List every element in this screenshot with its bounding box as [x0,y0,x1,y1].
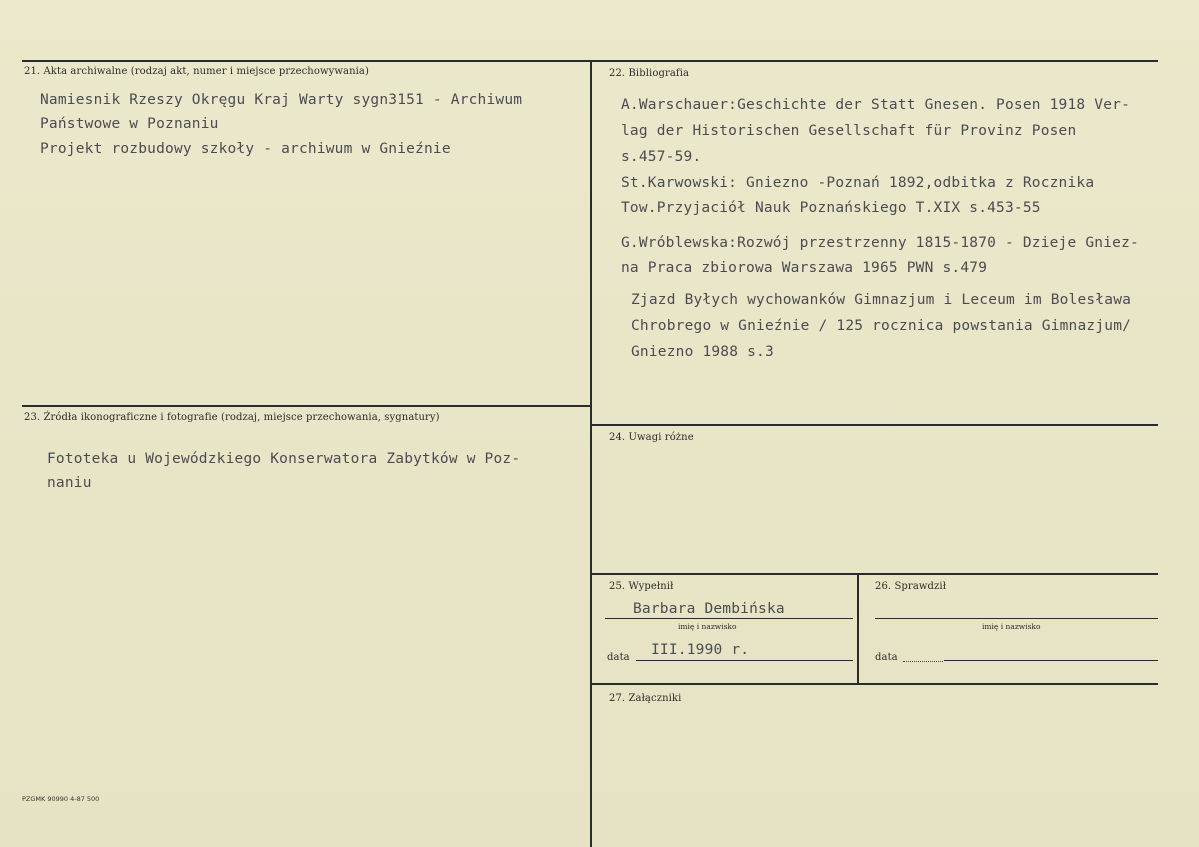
section-22-line-8: Zjazd Byłych wychowanków Gimnazjum i Leceum im Bolesława [631,292,1132,308]
filled-by-date: III.1990 r. [651,642,750,658]
section-22-line-7: na Praca zbiorowa Warszawa 1965 PWN s.479 [621,260,988,276]
section-23-line-2: naniu [47,475,92,491]
print-code: PZGMK 90990 4-87 500 [22,795,100,803]
section-21-line-3: Projekt rozbudowy szkoły - archiwum w Gnieźnie [40,141,451,157]
section-22-line-10: Gniezno 1988 s.3 [631,344,774,360]
section-21-line-2: Państwowe w Poznaniu [40,116,219,132]
checked-by-date-dots [903,661,943,662]
section-22-line-9: Chrobrego w Gnieźnie / 125 rocznica powstania Gimnazjum/ [631,318,1132,334]
section-27-label: 27. Załączniki [609,693,682,704]
filled-by-date-line [636,660,853,661]
checked-by-date-line [944,660,1158,661]
section-22-line-3: s.457-59. [621,149,702,165]
checked-by-date-label: data [875,652,898,663]
section-23-label: 23. Źródła ikonograficzne i fotografie (rodzaj, miejsce przechowania, sygnatury) [24,412,440,423]
section-22-line-4: St.Karwowski: Gniezno -Poznań 1892,odbitka z Rocznika [621,175,1095,191]
right-section-divider-25-27 [591,683,1158,685]
section-22-label: 22. Bibliografia [609,68,690,79]
right-section-divider-22-24 [591,424,1158,426]
checked-by-name-caption: imię i nazwisko [982,622,1041,631]
section-22-line-2: lag der Historischen Gesellschaft für Provinz Posen [621,123,1077,139]
center-divider [590,60,592,847]
section-26-label: 26. Sprawdził [875,581,947,592]
signature-divider [857,574,859,684]
left-section-divider [22,405,592,407]
section-22-line-5: Tow.Przyjaciół Nauk Poznańskiego T.XIX s.453-55 [621,200,1041,216]
filled-by-name-caption: imię i nazwisko [678,622,737,631]
right-section-divider-24-25 [591,573,1158,575]
checked-by-name-line [875,618,1158,619]
section-22-line-6: G.Wróblewska:Rozwój przestrzenny 1815-1870 - Dzieje Gniez- [621,235,1139,251]
section-22-line-1: A.Warschauer:Geschichte der Statt Gnesen. Posen 1918 Ver- [621,97,1130,113]
filled-by-date-label: data [607,652,630,663]
section-25-label: 25. Wypełnił [609,581,674,592]
section-24-label: 24. Uwagi różne [609,432,694,443]
section-21-line-1: Namiesnik Rzeszy Okręgu Kraj Warty sygn3151 - Archiwum [40,92,523,108]
section-23-line-1: Fototeka u Wojewódzkiego Konserwatora Zabytków w Poz- [47,451,521,467]
section-21-label: 21. Akta archiwalne (rodzaj akt, numer i miejsce przechowywania) [24,66,369,77]
filled-by-name: Barbara Dembińska [633,601,785,617]
filled-by-name-line [605,618,853,619]
